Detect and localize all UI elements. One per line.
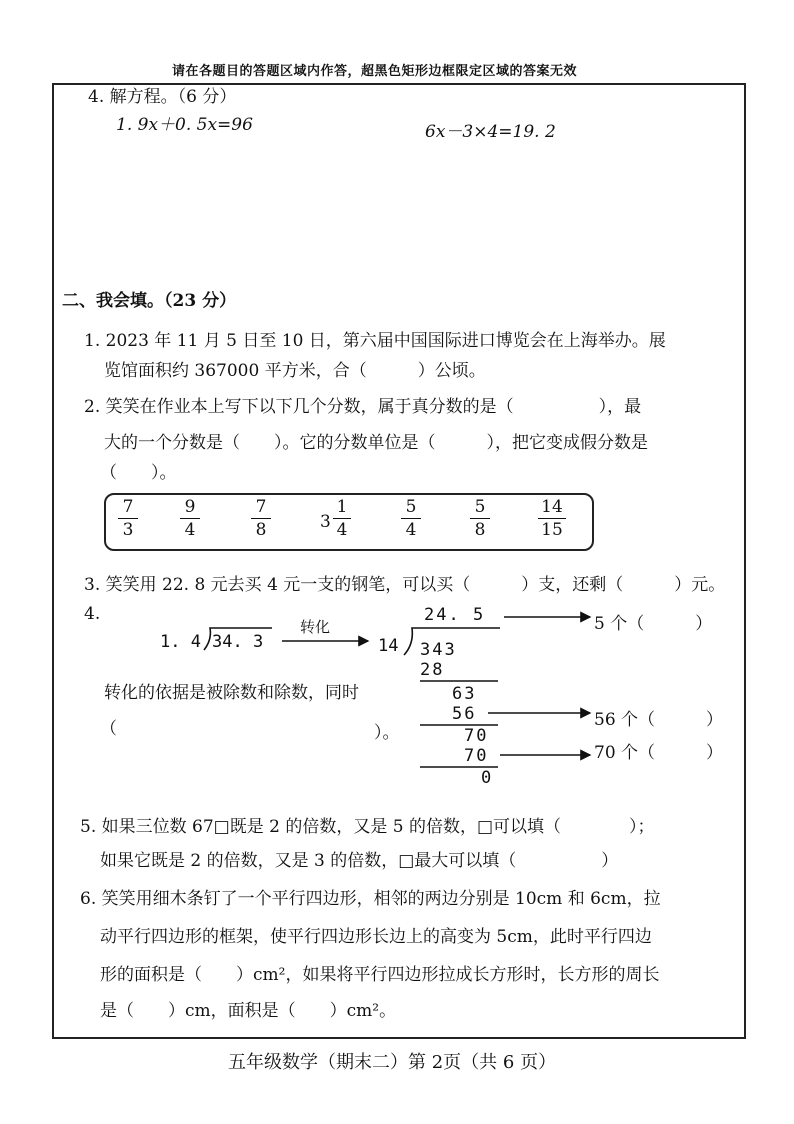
fraction-6-denominator: 8	[474, 520, 486, 540]
division-row-5: 70	[464, 726, 489, 746]
fraction-3-denominator: 8	[255, 520, 267, 540]
q5-line-1: 5. 如果三位数 67□既是 2 的倍数，又是 5 的倍数，□可以填（ ）；	[80, 817, 655, 837]
left-divisor: 1. 4	[160, 632, 201, 652]
division-row-2: 28	[420, 660, 445, 680]
division-row-4: 56	[452, 704, 477, 724]
q1-line-2: 览馆面积约 367000 平方米，合（ ）公顷。	[104, 361, 486, 381]
q6-line-3: 形的面积是（ ）cm²，如果将平行四边形拉成长方形时，长方形的周长	[100, 965, 660, 985]
fraction-2-numerator: 9	[184, 497, 196, 517]
q4-number: 4.	[84, 604, 101, 624]
division-row-3: 63	[452, 684, 477, 704]
fraction-5-numerator: 5	[405, 497, 417, 517]
transform-label: 转化	[300, 618, 331, 636]
fraction-7-denominator: 15	[541, 520, 563, 540]
equation-1: 1. 9x＋0. 5x=96	[116, 115, 253, 135]
q2-line-3: （ ）。	[100, 463, 177, 483]
solve-equation-title: 4. 解方程。（6 分）	[88, 87, 237, 107]
fraction-1-numerator: 7	[122, 497, 134, 517]
q4-paren-close: ）。	[374, 723, 400, 743]
division-row-7: 0	[481, 768, 492, 788]
fraction-7-numerator: 14	[541, 497, 563, 517]
annotation-56: 56 个（ ）	[594, 710, 724, 730]
equation-2: 6x－3×4=19. 2	[425, 122, 556, 142]
division-row-6: 70	[464, 746, 489, 766]
q6-line-4: 是（ ）cm，面积是（ ）cm²。	[100, 1001, 397, 1021]
section-2-title: 二、我会填。（23 分）	[62, 291, 237, 311]
q2-line-1: 2. 笑笑在作业本上写下以下几个分数，属于真分数的是（ ），最	[84, 397, 642, 417]
q4-paren-open: （	[100, 719, 117, 739]
q5-line-2: 如果它既是 2 的倍数，又是 3 的倍数，□最大可以填（ ）	[100, 851, 619, 871]
left-dividend: 34. 3	[212, 632, 264, 652]
quotient: 24. 5	[424, 605, 486, 625]
left-division-bracket	[204, 628, 272, 650]
right-divisor: 14	[378, 636, 399, 656]
page-footer: 五年级数学（期末二）第 2页（共 6 页）	[228, 1052, 557, 1073]
fraction-4-numerator: 1	[336, 497, 348, 517]
fraction-4-whole: 3	[320, 512, 331, 532]
q3-text: 3. 笑笑用 22. 8 元去买 4 元一支的钢笔，可以买（ ）支，还剩（ ）元。	[84, 575, 726, 595]
fraction-5-denominator: 4	[405, 520, 417, 540]
q4-basis-text: 转化的依据是被除数和除数，同时	[104, 683, 359, 703]
division-row-1: 343	[420, 640, 457, 660]
fraction-4-denominator: 4	[336, 520, 348, 540]
annotation-5: 5 个（ ）	[594, 614, 713, 634]
right-division-bracket	[404, 628, 500, 655]
annotation-70: 70 个（ ）	[594, 743, 724, 763]
q6-line-2: 动平行四边形的框架，使平行四边形长边上的高变为 5cm，此时平行四边	[100, 927, 652, 947]
q6-line-1: 6. 笑笑用细木条钉了一个平行四边形，相邻的两边分别是 10cm 和 6cm，拉	[80, 889, 661, 909]
q2-line-2: 大的一个分数是（ ）。它的分数单位是（ ），把它变成假分数是	[104, 433, 648, 453]
fraction-6-numerator: 5	[474, 497, 486, 517]
q1-line-1: 1. 2023 年 11 月 5 日至 10 日，第六届中国国际进口博览会在上海举办。展	[84, 331, 666, 351]
fraction-1-denominator: 3	[122, 520, 134, 540]
fraction-3-numerator: 7	[255, 497, 267, 517]
answer-area-notice: 请在各题目的答题区域内作答，超黑色矩形边框限定区域的答案无效	[172, 64, 578, 79]
fraction-2-denominator: 4	[184, 520, 196, 540]
